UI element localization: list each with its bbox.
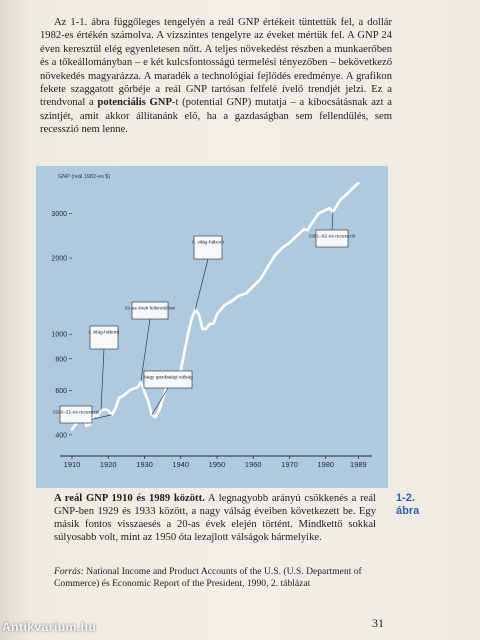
x-tick-label: 1960 bbox=[244, 460, 262, 469]
annotation-box bbox=[90, 326, 118, 349]
source-text: National Income and Product Accounts of the U.S. (U.S. Department of Commerce) és Economic Report of the President, 1990, 2. táblázat bbox=[54, 566, 362, 589]
x-tick-label: 1970 bbox=[281, 460, 298, 469]
y-tick-label: 600 bbox=[55, 387, 67, 395]
y-axis-label: GNP (reál 1982-es $) bbox=[58, 174, 111, 180]
annotation-label: II. világ-háború bbox=[192, 240, 224, 246]
x-tick-label: 1980 bbox=[317, 460, 335, 469]
y-tick-label: 2000 bbox=[51, 255, 67, 263]
annotation-leader bbox=[332, 212, 333, 230]
annotation-leader bbox=[101, 349, 104, 410]
y-tick-label: 1000 bbox=[51, 331, 67, 339]
body-text-bold-term: potenciális GNP bbox=[97, 97, 172, 109]
y-tick-label: 400 bbox=[55, 432, 67, 440]
annotation-box bbox=[194, 236, 222, 259]
page-number: 31 bbox=[372, 616, 384, 630]
source-label: Forrás: bbox=[54, 566, 84, 577]
figure-caption bbox=[54, 492, 376, 544]
annotation-label: 1920–21-es recesszió bbox=[52, 410, 100, 416]
body-text-part1: Az 1-1. ábra függőleges tengelyén a reál GNP értékeit tüntettük fel, a dollár 1982-es értékén számolva. A vízszintes tengelyre az éveket mértük fel. A GNP 24 éven keresztül elég egyenletesen nőtt. A teljes növekedést részben a munkaerőben és a tőkeállományban – e két kulcsfontosságú termelési tényezőben – bekövetkező növekedés magyarázza. A maradék a technológiai fejlődés eredménye. A grafikon fekete szaggatott görbéje a reál GNP tartósan felfelé ívelő trendjét jelzi. Ez a trendvonal a bbox=[40, 17, 392, 109]
caption-text: A legnagyobb arányú csökkenés a reál GNP-ben 1929 és 1933 között, a nagy válság éveiben következett be. Egy másik fontos visszaesés a 20-as évek elején történt. Mindkettő sokkal súlyosabb volt, mint az 1950 óta lezajlott válságok bármelyike. bbox=[54, 493, 376, 543]
x-tick-label: 1950 bbox=[208, 460, 226, 469]
annotation-leader bbox=[195, 259, 208, 310]
y-tick-label: 3000 bbox=[51, 211, 67, 219]
x-tick-label: 1910 bbox=[63, 460, 81, 469]
gnp-figure bbox=[36, 166, 388, 488]
annotation-label: 1981–82-es recesszió bbox=[308, 234, 356, 240]
body-text-part2: -t (potential GNP) mutatja – a kibocsátásnak azt a szintjét, amit akkor állítanánk elő, ha a gazdaságban sem fellendülés, sem recesszió nem lenne. bbox=[40, 97, 393, 136]
x-tick-label: 1940 bbox=[172, 460, 190, 469]
annotation-label: Nagy gazdasági válság bbox=[143, 375, 193, 381]
gnp-line-chart bbox=[36, 166, 388, 488]
body-paragraph bbox=[40, 16, 392, 137]
x-tick-label: 1930 bbox=[136, 460, 153, 469]
x-tick-label: 1989 bbox=[350, 460, 367, 469]
gnp-series-line bbox=[72, 183, 358, 429]
figure-label: 1-2. ábra bbox=[396, 492, 420, 517]
watermark-logo: Antikvarium.hu bbox=[2, 620, 97, 634]
annotation-label: I. világ-háború bbox=[88, 330, 120, 336]
figure-source bbox=[54, 566, 376, 590]
caption-lead: A reál GNP 1910 és 1989 között. bbox=[54, 493, 205, 504]
y-tick-label: 800 bbox=[55, 356, 67, 364]
x-tick-label: 1920 bbox=[99, 460, 117, 469]
annotation-label: 20-as évek fellendülése bbox=[124, 306, 176, 312]
